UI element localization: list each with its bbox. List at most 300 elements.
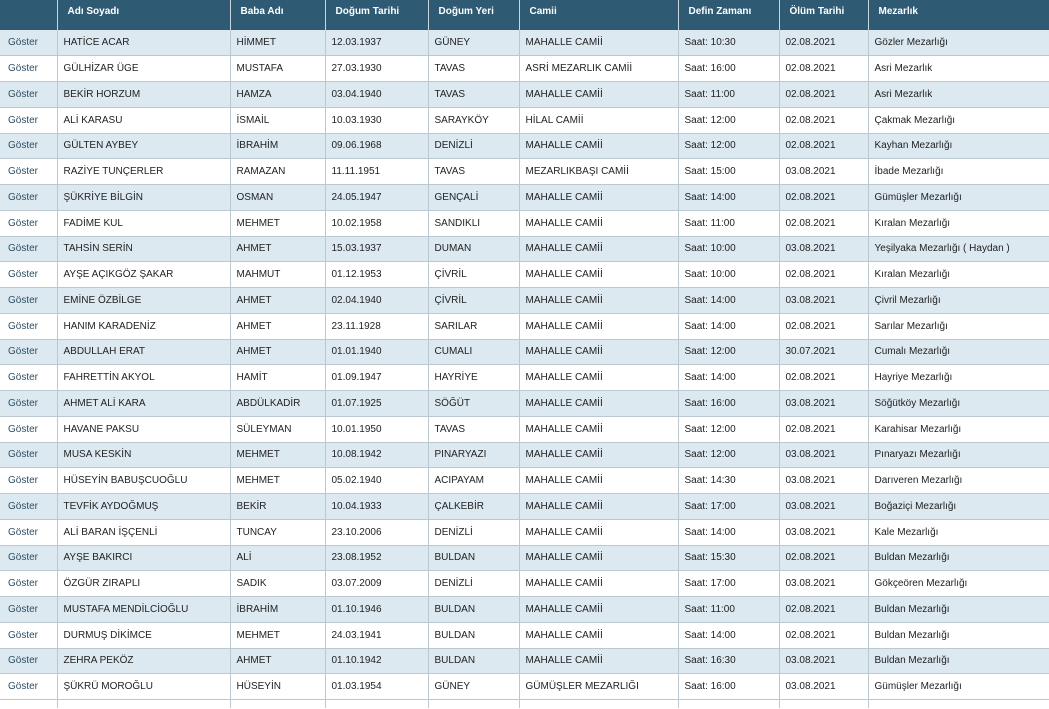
- cell-name: HAVANE PAKSU: [57, 416, 230, 442]
- cell-burial-time: Saat: 14:00: [678, 365, 779, 391]
- cell-mosque: MAHALLE CAMİİ: [519, 365, 678, 391]
- cell-death-date: 02.08.2021: [779, 107, 868, 133]
- show-link[interactable]: Göster: [8, 320, 39, 332]
- cell-mosque: MAHALLE CAMİİ: [519, 416, 678, 442]
- cell-death-date: 02.08.2021: [779, 56, 868, 82]
- empty-cell: [519, 700, 678, 708]
- cell-cemetery: Kale Mezarlığı: [868, 519, 1049, 545]
- table-row: [0, 571, 1049, 597]
- cell-action: [0, 442, 57, 468]
- empty-cell: [428, 700, 519, 708]
- cell-father-name: RAMAZAN: [230, 159, 325, 185]
- header-action: [0, 0, 57, 30]
- cell-mosque: MAHALLE CAMİİ: [519, 313, 678, 339]
- cell-cemetery: Buldan Mezarlığı: [868, 545, 1049, 571]
- cell-name: FAHRETTİN AKYOL: [57, 365, 230, 391]
- cell-birth-place: DENİZLİ: [428, 519, 519, 545]
- cell-cemetery: Buldan Mezarlığı: [868, 597, 1049, 623]
- empty-cell: [230, 700, 325, 708]
- cell-mosque: MAHALLE CAMİİ: [519, 391, 678, 417]
- cell-action: [0, 339, 57, 365]
- cell-mosque: HİLAL CAMİİ: [519, 107, 678, 133]
- cell-birth-date: 01.10.1942: [325, 648, 428, 674]
- table-row: [0, 622, 1049, 648]
- cell-death-date: 03.08.2021: [779, 468, 868, 494]
- show-link[interactable]: Göster: [8, 526, 39, 538]
- cell-action: [0, 236, 57, 262]
- show-link[interactable]: Göster: [8, 269, 39, 281]
- cell-burial-time: Saat: 16:00: [678, 391, 779, 417]
- cell-birth-date: 03.07.2009: [325, 571, 428, 597]
- cell-birth-date: 09.06.1968: [325, 133, 428, 159]
- table-row: [0, 30, 1049, 56]
- cell-birth-date: 23.08.1952: [325, 545, 428, 571]
- table-header: [0, 0, 1049, 30]
- cell-name: EMİNE ÖZBİLGE: [57, 288, 230, 314]
- cell-name: AHMET ALİ KARA: [57, 391, 230, 417]
- cell-name: FADİME KUL: [57, 210, 230, 236]
- show-link[interactable]: Göster: [8, 217, 39, 229]
- cell-name: ALİ BARAN İŞÇENLİ: [57, 519, 230, 545]
- table-row: [0, 288, 1049, 314]
- show-link[interactable]: Göster: [8, 629, 39, 641]
- cell-cemetery: Söğütköy Mezarlığı: [868, 391, 1049, 417]
- cell-birth-place: ACIPAYAM: [428, 468, 519, 494]
- cell-name: GÜLHİZAR ÜGE: [57, 56, 230, 82]
- cell-mosque: MAHALLE CAMİİ: [519, 597, 678, 623]
- cell-burial-time: Saat: 10:30: [678, 30, 779, 56]
- cell-cemetery: Gözler Mezarlığı: [868, 30, 1049, 56]
- cell-action: [0, 313, 57, 339]
- table-row: [0, 339, 1049, 365]
- empty-cell: [779, 700, 868, 708]
- empty-cell: [0, 700, 57, 708]
- cell-burial-time: Saat: 14:00: [678, 519, 779, 545]
- cell-birth-place: TAVAS: [428, 82, 519, 108]
- show-link[interactable]: Göster: [8, 140, 39, 152]
- table-row: [0, 674, 1049, 700]
- cell-action: [0, 545, 57, 571]
- cell-death-date: 02.08.2021: [779, 545, 868, 571]
- table-row: [0, 262, 1049, 288]
- cell-name: ŞÜKRÜ MOROĞLU: [57, 674, 230, 700]
- cell-mosque: MAHALLE CAMİİ: [519, 133, 678, 159]
- cell-burial-time: Saat: 14:00: [678, 185, 779, 211]
- cell-father-name: BEKİR: [230, 494, 325, 520]
- cell-burial-time: Saat: 15:30: [678, 545, 779, 571]
- cell-mosque: ASRİ MEZARLIK CAMİİ: [519, 56, 678, 82]
- cell-burial-time: Saat: 12:00: [678, 442, 779, 468]
- table-row: [0, 159, 1049, 185]
- cell-birth-place: SARAYKÖY: [428, 107, 519, 133]
- cell-burial-time: Saat: 17:00: [678, 494, 779, 520]
- cell-birth-place: TAVAS: [428, 416, 519, 442]
- table-header-row: [0, 0, 1049, 30]
- cell-cemetery: Gümüşler Mezarlığı: [868, 185, 1049, 211]
- show-link[interactable]: Göster: [8, 449, 39, 461]
- cell-birth-place: ÇALKEBİR: [428, 494, 519, 520]
- cell-father-name: İBRAHİM: [230, 133, 325, 159]
- cell-name: AYŞE BAKIRCI: [57, 545, 230, 571]
- cell-birth-date: 11.11.1951: [325, 159, 428, 185]
- cell-action: [0, 288, 57, 314]
- cell-death-date: 03.08.2021: [779, 519, 868, 545]
- cell-burial-time: Saat: 12:00: [678, 133, 779, 159]
- show-link[interactable]: Göster: [8, 166, 39, 178]
- cell-cemetery: Buldan Mezarlığı: [868, 648, 1049, 674]
- cell-death-date: 02.08.2021: [779, 597, 868, 623]
- cell-name: TAHSİN SERİN: [57, 236, 230, 262]
- cell-father-name: MUSTAFA: [230, 56, 325, 82]
- cell-death-date: 02.08.2021: [779, 262, 868, 288]
- cell-father-name: AHMET: [230, 339, 325, 365]
- cell-mosque: MAHALLE CAMİİ: [519, 82, 678, 108]
- table-row: [0, 442, 1049, 468]
- cell-birth-place: TAVAS: [428, 56, 519, 82]
- cell-burial-time: Saat: 11:00: [678, 597, 779, 623]
- show-link[interactable]: Göster: [8, 346, 39, 358]
- cell-death-date: 03.08.2021: [779, 391, 868, 417]
- show-link[interactable]: Göster: [8, 681, 39, 693]
- cell-action: [0, 674, 57, 700]
- cell-birth-date: 10.03.1930: [325, 107, 428, 133]
- cell-action: [0, 159, 57, 185]
- cell-birth-date: 01.07.1925: [325, 391, 428, 417]
- cell-cemetery: Kayhan Mezarlığı: [868, 133, 1049, 159]
- cell-birth-date: 23.11.1928: [325, 313, 428, 339]
- table-row-partial: [0, 700, 1049, 708]
- table-row: [0, 210, 1049, 236]
- show-link[interactable]: Göster: [8, 372, 39, 384]
- show-link[interactable]: Göster: [8, 88, 39, 100]
- cell-mosque: MAHALLE CAMİİ: [519, 339, 678, 365]
- table-row: [0, 597, 1049, 623]
- cell-mosque: MAHALLE CAMİİ: [519, 468, 678, 494]
- cell-action: [0, 571, 57, 597]
- cell-death-date: 02.08.2021: [779, 365, 868, 391]
- cell-name: MUSA KESKİN: [57, 442, 230, 468]
- empty-cell: [678, 700, 779, 708]
- cell-mosque: MAHALLE CAMİİ: [519, 185, 678, 211]
- cell-action: [0, 365, 57, 391]
- cell-cemetery: İbade Mezarlığı: [868, 159, 1049, 185]
- cell-father-name: AHMET: [230, 288, 325, 314]
- cell-cemetery: Asri Mezarlık: [868, 82, 1049, 108]
- cell-burial-time: Saat: 15:00: [678, 159, 779, 185]
- cell-action: [0, 648, 57, 674]
- cell-burial-time: Saat: 14:00: [678, 313, 779, 339]
- cell-death-date: 02.08.2021: [779, 185, 868, 211]
- cell-birth-place: BULDAN: [428, 622, 519, 648]
- cell-birth-date: 24.03.1941: [325, 622, 428, 648]
- header-birth-place: Doğum Yeri: [428, 0, 519, 30]
- cell-burial-time: Saat: 12:00: [678, 339, 779, 365]
- cell-birth-date: 01.09.1947: [325, 365, 428, 391]
- empty-cell: [868, 700, 1049, 708]
- show-link[interactable]: Göster: [8, 475, 39, 487]
- cell-action: [0, 416, 57, 442]
- cell-birth-place: SÖĞÜT: [428, 391, 519, 417]
- cell-action: [0, 468, 57, 494]
- show-link[interactable]: Göster: [8, 294, 39, 306]
- cell-name: HÜSEYİN BABUŞCUOĞLU: [57, 468, 230, 494]
- cell-mosque: MAHALLE CAMİİ: [519, 519, 678, 545]
- cell-death-date: 02.08.2021: [779, 82, 868, 108]
- cell-birth-place: BULDAN: [428, 597, 519, 623]
- show-link[interactable]: Göster: [8, 63, 39, 75]
- cell-burial-time: Saat: 10:00: [678, 236, 779, 262]
- cell-birth-place: SANDIKLI: [428, 210, 519, 236]
- cell-father-name: HÜSEYİN: [230, 674, 325, 700]
- cell-father-name: HAMZA: [230, 82, 325, 108]
- cell-action: [0, 597, 57, 623]
- cell-birth-date: 05.02.1940: [325, 468, 428, 494]
- table-row: [0, 133, 1049, 159]
- show-link[interactable]: Göster: [8, 603, 39, 615]
- cell-cemetery: Pınaryazı Mezarlığı: [868, 442, 1049, 468]
- header-burial-time: Defin Zamanı: [678, 0, 779, 30]
- cell-death-date: 02.08.2021: [779, 313, 868, 339]
- cell-father-name: TUNCAY: [230, 519, 325, 545]
- table-row: [0, 82, 1049, 108]
- table-row: [0, 236, 1049, 262]
- cell-cemetery: Gümüşler Mezarlığı: [868, 674, 1049, 700]
- cell-father-name: AHMET: [230, 236, 325, 262]
- cell-cemetery: Gökçeören Mezarlığı: [868, 571, 1049, 597]
- cell-mosque: MAHALLE CAMİİ: [519, 236, 678, 262]
- cell-mosque: MAHALLE CAMİİ: [519, 648, 678, 674]
- cell-name: ABDULLAH ERAT: [57, 339, 230, 365]
- cell-birth-place: PINARYAZI: [428, 442, 519, 468]
- cell-death-date: 03.08.2021: [779, 494, 868, 520]
- cell-burial-time: Saat: 14:00: [678, 288, 779, 314]
- show-link[interactable]: Göster: [8, 114, 39, 126]
- cell-death-date: 02.08.2021: [779, 30, 868, 56]
- table-row: [0, 365, 1049, 391]
- table-row: [0, 494, 1049, 520]
- cell-death-date: 02.08.2021: [779, 622, 868, 648]
- cell-mosque: MAHALLE CAMİİ: [519, 210, 678, 236]
- cell-birth-place: DENİZLİ: [428, 133, 519, 159]
- cell-burial-time: Saat: 16:30: [678, 648, 779, 674]
- cell-action: [0, 210, 57, 236]
- table-row: [0, 545, 1049, 571]
- cell-cemetery: Darıveren Mezarlığı: [868, 468, 1049, 494]
- cell-father-name: MEHMET: [230, 468, 325, 494]
- cell-birth-date: 24.05.1947: [325, 185, 428, 211]
- show-link[interactable]: Göster: [8, 423, 39, 435]
- cell-action: [0, 82, 57, 108]
- cell-cemetery: Buldan Mezarlığı: [868, 622, 1049, 648]
- cell-name: HANIM KARADENİZ: [57, 313, 230, 339]
- table-row: [0, 107, 1049, 133]
- cell-action: [0, 56, 57, 82]
- cell-birth-place: GÜNEY: [428, 674, 519, 700]
- cell-birth-date: 10.01.1950: [325, 416, 428, 442]
- table-row: [0, 468, 1049, 494]
- show-link[interactable]: Göster: [8, 552, 39, 564]
- cell-action: [0, 391, 57, 417]
- table-row: [0, 391, 1049, 417]
- cell-father-name: MAHMUT: [230, 262, 325, 288]
- cell-death-date: 03.08.2021: [779, 236, 868, 262]
- cell-father-name: AHMET: [230, 648, 325, 674]
- show-link[interactable]: Göster: [8, 397, 39, 409]
- cell-death-date: 03.08.2021: [779, 159, 868, 185]
- cell-burial-time: Saat: 11:00: [678, 210, 779, 236]
- cell-birth-date: 10.02.1958: [325, 210, 428, 236]
- cell-father-name: HAMİT: [230, 365, 325, 391]
- show-link[interactable]: Göster: [8, 655, 39, 667]
- table-row: [0, 648, 1049, 674]
- header-birth-date: Doğum Tarihi: [325, 0, 428, 30]
- cell-father-name: İBRAHİM: [230, 597, 325, 623]
- cell-cemetery: Yeşilyaka Mezarlığı ( Haydan ): [868, 236, 1049, 262]
- cell-death-date: 30.07.2021: [779, 339, 868, 365]
- cell-birth-place: TAVAS: [428, 159, 519, 185]
- cell-death-date: 02.08.2021: [779, 416, 868, 442]
- header-cemetery: Mezarlık: [868, 0, 1049, 30]
- cell-birth-place: ÇİVRİL: [428, 262, 519, 288]
- cell-mosque: MAHALLE CAMİİ: [519, 288, 678, 314]
- cell-name: GÜLTEN AYBEY: [57, 133, 230, 159]
- header-name: Adı Soyadı: [57, 0, 230, 30]
- cell-cemetery: Karahisar Mezarlığı: [868, 416, 1049, 442]
- cell-father-name: SÜLEYMAN: [230, 416, 325, 442]
- cell-mosque: MAHALLE CAMİİ: [519, 571, 678, 597]
- cell-cemetery: Sarılar Mezarlığı: [868, 313, 1049, 339]
- cell-father-name: SADIK: [230, 571, 325, 597]
- empty-cell: [57, 700, 230, 708]
- cell-mosque: MAHALLE CAMİİ: [519, 622, 678, 648]
- cell-birth-place: GÜNEY: [428, 30, 519, 56]
- cell-mosque: MAHALLE CAMİİ: [519, 262, 678, 288]
- cell-action: [0, 262, 57, 288]
- cell-cemetery: Asri Mezarlık: [868, 56, 1049, 82]
- cell-cemetery: Hayriye Mezarlığı: [868, 365, 1049, 391]
- cell-name: AYŞE AÇIKGÖZ ŞAKAR: [57, 262, 230, 288]
- table-row: [0, 416, 1049, 442]
- cell-cemetery: Kıralan Mezarlığı: [868, 262, 1049, 288]
- table-row: [0, 56, 1049, 82]
- cell-action: [0, 185, 57, 211]
- cell-birth-date: 01.03.1954: [325, 674, 428, 700]
- show-link[interactable]: Göster: [8, 500, 39, 512]
- cell-burial-time: Saat: 14:00: [678, 622, 779, 648]
- show-link[interactable]: Göster: [8, 37, 39, 49]
- cell-father-name: AHMET: [230, 313, 325, 339]
- cell-birth-place: DUMAN: [428, 236, 519, 262]
- cell-birth-date: 10.08.1942: [325, 442, 428, 468]
- cell-cemetery: Cumalı Mezarlığı: [868, 339, 1049, 365]
- cell-birth-place: BULDAN: [428, 648, 519, 674]
- cell-action: [0, 494, 57, 520]
- cell-name: ALİ KARASU: [57, 107, 230, 133]
- table-row: [0, 519, 1049, 545]
- cell-cemetery: Boğaziçi Mezarlığı: [868, 494, 1049, 520]
- cell-death-date: 03.08.2021: [779, 442, 868, 468]
- cell-burial-time: Saat: 12:00: [678, 107, 779, 133]
- cell-birth-date: 23.10.2006: [325, 519, 428, 545]
- cell-burial-time: Saat: 10:00: [678, 262, 779, 288]
- cell-name: MUSTAFA MENDİLCİOĞLU: [57, 597, 230, 623]
- cell-action: [0, 30, 57, 56]
- cell-birth-place: DENİZLİ: [428, 571, 519, 597]
- cell-birth-place: SARILAR: [428, 313, 519, 339]
- cell-burial-time: Saat: 12:00: [678, 416, 779, 442]
- cell-action: [0, 622, 57, 648]
- cell-name: RAZİYE TUNÇERLER: [57, 159, 230, 185]
- cell-name: BEKİR HORZUM: [57, 82, 230, 108]
- cell-birth-date: 10.04.1933: [325, 494, 428, 520]
- cell-father-name: HİMMET: [230, 30, 325, 56]
- cell-name: TEVFİK AYDOĞMUŞ: [57, 494, 230, 520]
- cell-cemetery: Kıralan Mezarlığı: [868, 210, 1049, 236]
- cell-birth-date: 01.01.1940: [325, 339, 428, 365]
- cell-birth-place: BULDAN: [428, 545, 519, 571]
- cell-mosque: MEZARLIKBAŞI CAMİİ: [519, 159, 678, 185]
- cell-name: ÖZGÜR ZIRAPLI: [57, 571, 230, 597]
- cell-father-name: İSMAİL: [230, 107, 325, 133]
- show-link[interactable]: Göster: [8, 578, 39, 590]
- cell-action: [0, 133, 57, 159]
- cell-father-name: ALİ: [230, 545, 325, 571]
- cell-father-name: ABDÜLKADİR: [230, 391, 325, 417]
- cell-birth-date: 02.04.1940: [325, 288, 428, 314]
- cell-birth-place: CUMALI: [428, 339, 519, 365]
- cell-name: ZEHRA PEKÖZ: [57, 648, 230, 674]
- cell-burial-time: Saat: 16:00: [678, 674, 779, 700]
- table-row: [0, 185, 1049, 211]
- cell-death-date: 03.08.2021: [779, 288, 868, 314]
- cell-name: DURMUŞ DİKİMCE: [57, 622, 230, 648]
- cell-birth-date: 12.03.1937: [325, 30, 428, 56]
- cell-father-name: MEHMET: [230, 442, 325, 468]
- cell-father-name: MEHMET: [230, 622, 325, 648]
- cell-birth-date: 01.12.1953: [325, 262, 428, 288]
- cell-burial-time: Saat: 17:00: [678, 571, 779, 597]
- cell-name: HATİCE ACAR: [57, 30, 230, 56]
- table-body: [0, 30, 1049, 708]
- cell-death-date: 02.08.2021: [779, 210, 868, 236]
- cell-cemetery: Çakmak Mezarlığı: [868, 107, 1049, 133]
- cell-birth-date: 03.04.1940: [325, 82, 428, 108]
- cell-death-date: 03.08.2021: [779, 674, 868, 700]
- header-death-date: Ölüm Tarihi: [779, 0, 868, 30]
- cell-burial-time: Saat: 16:00: [678, 56, 779, 82]
- cell-birth-date: 15.03.1937: [325, 236, 428, 262]
- cell-father-name: OSMAN: [230, 185, 325, 211]
- show-link[interactable]: Göster: [8, 191, 39, 203]
- cell-birth-place: HAYRİYE: [428, 365, 519, 391]
- cell-burial-time: Saat: 14:30: [678, 468, 779, 494]
- cell-birth-place: GENÇALİ: [428, 185, 519, 211]
- cell-cemetery: Çivril Mezarlığı: [868, 288, 1049, 314]
- cell-death-date: 03.08.2021: [779, 648, 868, 674]
- table-row: [0, 313, 1049, 339]
- cell-birth-place: ÇİVRİL: [428, 288, 519, 314]
- cell-mosque: GÜMÜŞLER MEZARLIĞI: [519, 674, 678, 700]
- cell-mosque: MAHALLE CAMİİ: [519, 545, 678, 571]
- cell-birth-date: 01.10.1946: [325, 597, 428, 623]
- header-mosque: Camii: [519, 0, 678, 30]
- cell-birth-date: 27.03.1930: [325, 56, 428, 82]
- show-link[interactable]: Göster: [8, 243, 39, 255]
- header-father-name: Baba Adı: [230, 0, 325, 30]
- cell-mosque: MAHALLE CAMİİ: [519, 442, 678, 468]
- cell-father-name: MEHMET: [230, 210, 325, 236]
- cell-name: ŞÜKRİYE BİLGİN: [57, 185, 230, 211]
